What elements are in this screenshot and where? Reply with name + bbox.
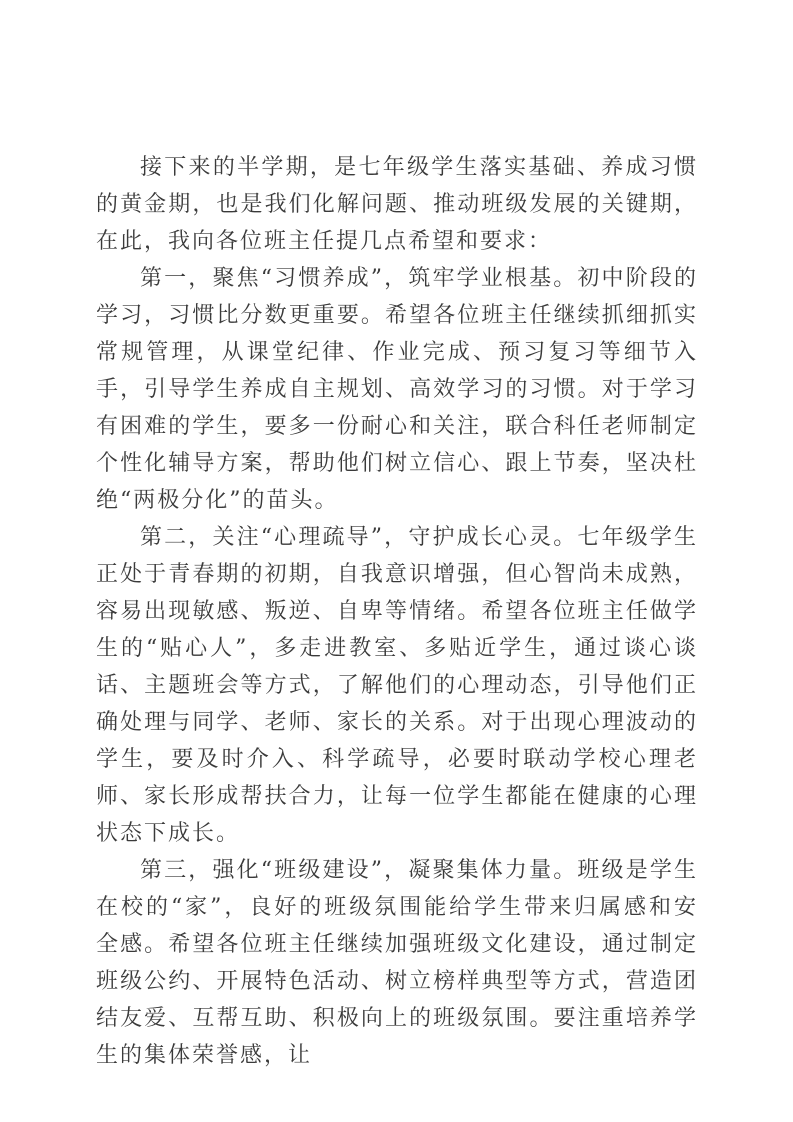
point-2-psychological-guidance-paragraph: 第二，关注“心理疏导”，守护成长心灵。七年级学生正处于青春期的初期，自我意识增强，但心智尚未成熟，容易出现敏感、叛逆、自卑等情绪。希望各位班主任做学生的“贴心人”，多走进教室、多贴近学生，通过谈心谈话、主题班会等方式，了解他们的心理动态，引导他们正确处理与同学、老师、家长的关系。对于出现心理波动的学生，要及时介入、科学疏导，必要时联动学校心理老师、家长形成帮扶合力，让每一位学生都能在健康的心理状态下成长。 xyxy=(96,525,698,846)
document-body-text xyxy=(96,149,698,1074)
point-3-class-building-paragraph: 第三，强化“班级建设”，凝聚集体力量。班级是学生在校的“家”，良好的班级氛围能给学生带来归属感和安全感。希望各位班主任继续加强班级文化建设，通过制定班级公约、开展特色活动、树立榜样典型等方式，营造团结友爱、互帮互助、积极向上的班级氛围。要注重培养学生的集体荣誉感，让 xyxy=(96,858,698,1068)
intro-paragraph: 接下来的半学期，是七年级学生落实基础、养成习惯的黄金期，也是我们化解问题、推动班级发展的关键期，在此，我向各位班主任提几点希望和要求： xyxy=(96,155,698,254)
point-1-habit-formation-paragraph: 第一，聚焦“习惯养成”，筑牢学业根基。初中阶段的学习，习惯比分数更重要。希望各位班主任继续抓细抓实常规管理，从课堂纪律、作业完成、预习复习等细节入手，引导学生养成自主规划、高效学习的习惯。对于学习有困难的学生，要多一份耐心和关注，联合科任老师制定个性化辅导方案，帮助他们树立信心、跟上节奏，坚决杜绝“两极分化”的苗头。 xyxy=(96,266,698,513)
